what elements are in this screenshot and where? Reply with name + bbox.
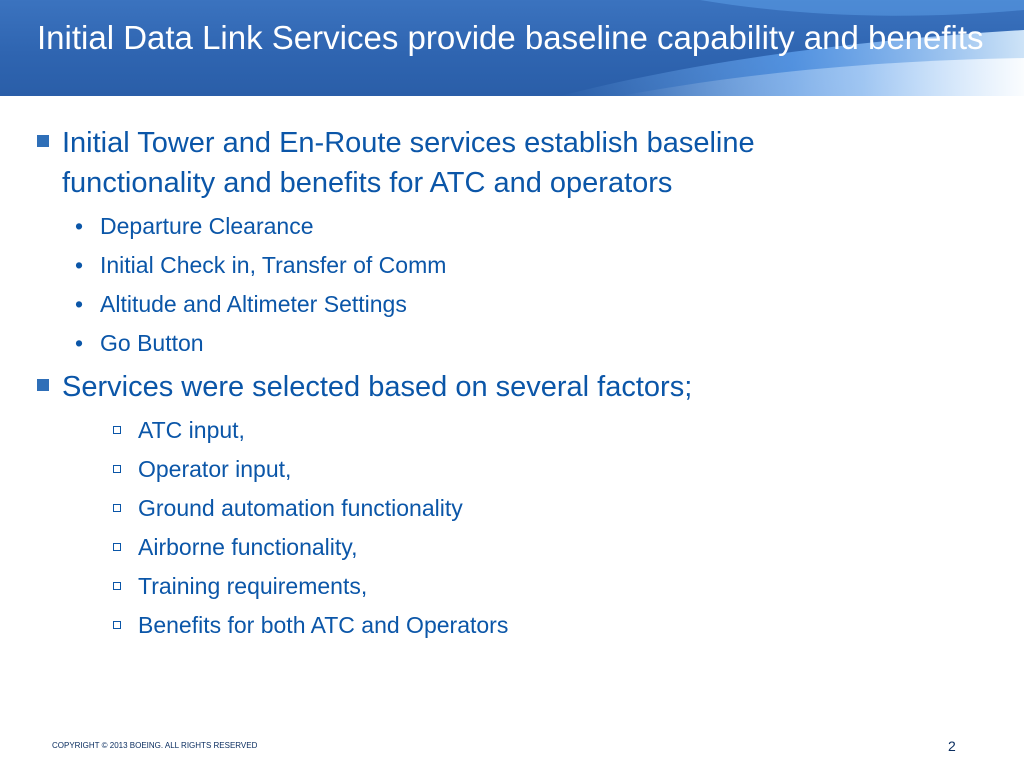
sub-bullet-text: Airborne functionality, <box>138 534 358 560</box>
copyright-footer: COPYRIGHT © 2013 BOEING. ALL RIGHTS RESERVED <box>52 741 258 750</box>
sub-bullet-text: Operator input, <box>138 456 292 482</box>
hollow-square-bullet-icon <box>113 543 121 551</box>
hollow-square-bullet-icon <box>113 621 121 629</box>
sub-bullet-text: Ground automation functionality <box>138 495 463 521</box>
page-number: 2 <box>948 738 956 754</box>
sub-bullet-text: Go Button <box>100 330 204 356</box>
sub-bullet-text: Initial Check in, Transfer of Comm <box>100 252 447 278</box>
dot-bullet-icon: • <box>75 213 84 239</box>
dot-bullet-icon: • <box>75 291 84 317</box>
sub-bullet-text: Benefits for both ATC and Operators <box>138 612 509 638</box>
sub-bullet-text: Training requirements, <box>138 573 368 599</box>
sub-bullet-text: Departure Clearance <box>100 213 314 239</box>
square-bullet-icon <box>37 135 49 147</box>
dot-bullet-icon: • <box>75 330 84 356</box>
title-bar <box>0 0 1024 96</box>
hollow-square-bullet-icon <box>113 426 121 434</box>
hollow-square-bullet-icon <box>113 465 121 473</box>
sub-bullet-text: ATC input, <box>138 417 245 443</box>
square-bullet-icon <box>37 379 49 391</box>
bullet-text: Services were selected based on several factors; <box>62 371 693 403</box>
slide-title: Initial Data Link Services provide baseline capability and benefits <box>37 19 984 56</box>
hollow-square-bullet-icon <box>113 504 121 512</box>
hollow-square-bullet-icon <box>113 582 121 590</box>
bullet-text: functionality and benefits for ATC and operators <box>62 167 673 199</box>
bullet-text: Initial Tower and En-Route services establish baseline <box>62 127 755 159</box>
sub-bullet-text: Altitude and Altimeter Settings <box>100 291 407 317</box>
dot-bullet-icon: • <box>75 252 84 278</box>
